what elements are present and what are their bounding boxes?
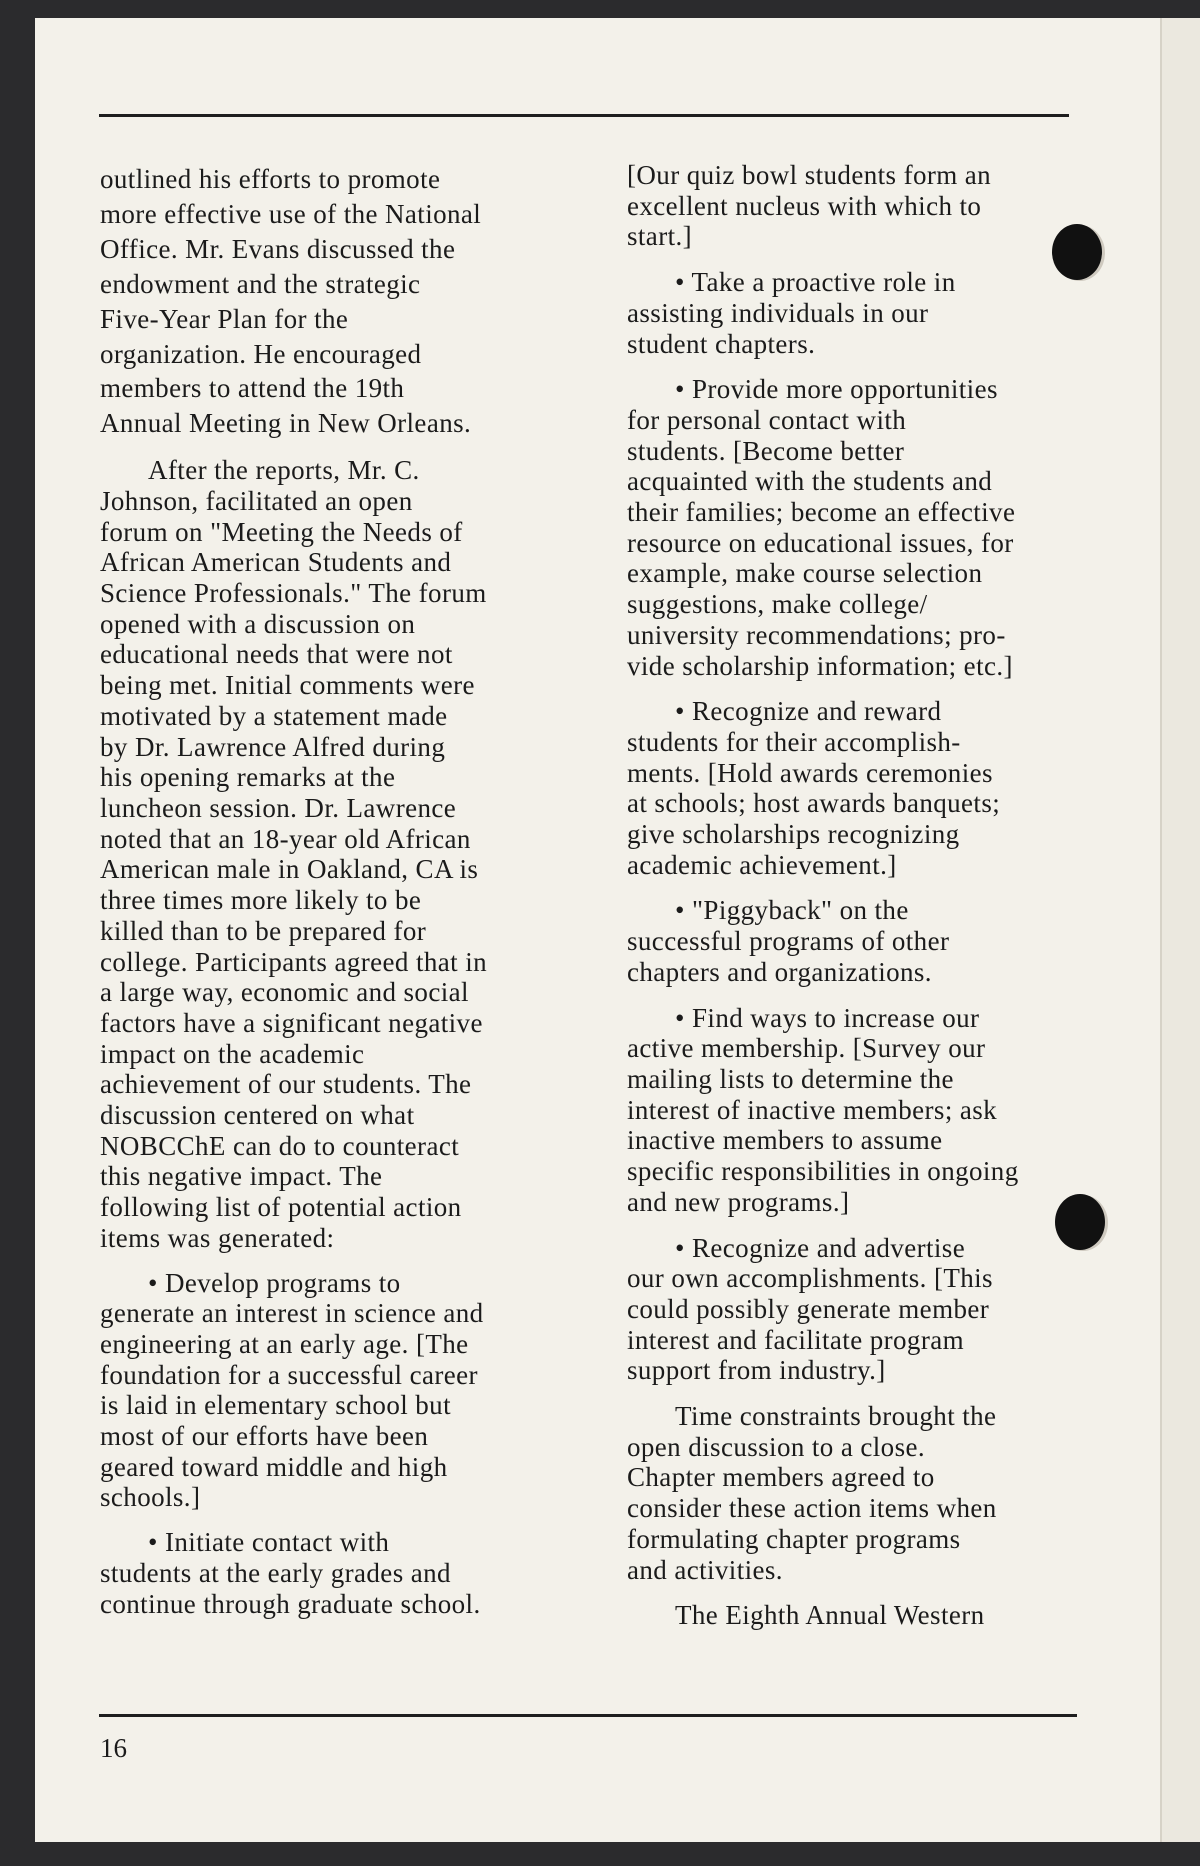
text-line: and new programs.] <box>627 1186 850 1217</box>
text-line: start.] <box>627 221 693 252</box>
text-line: • Take a proactive role in <box>675 267 956 298</box>
text-line: assisting individuals in our <box>627 297 929 328</box>
text-line: • Develop programs to <box>148 1267 401 1298</box>
paragraph <box>627 1600 1019 1631</box>
text-line: • Recognize and advertise <box>675 1232 966 1263</box>
text-line: excellent nucleus with which to <box>627 190 982 221</box>
text-line: give scholarships recognizing <box>627 819 960 850</box>
text-line: three times more likely to be <box>100 885 422 916</box>
text-line: consider these action items when <box>627 1493 997 1524</box>
text-line: factors have a significant negative <box>100 1007 483 1038</box>
text-line: American male in Oakland, CA is <box>100 854 479 885</box>
text-line: inactive members to assume <box>627 1125 943 1156</box>
text-line: opened with a discussion on <box>100 608 416 639</box>
text-line: Annual Meeting in New Orleans. <box>100 408 472 439</box>
text-line: foundation for a successful career <box>100 1359 478 1390</box>
text-line: noted that an 18-year old African <box>100 823 471 854</box>
text-line: outlined his efforts to promote <box>100 164 441 194</box>
text-line: support from industry.] <box>627 1355 886 1386</box>
paragraph <box>100 162 487 441</box>
binder-hole-bottom <box>1055 1194 1105 1250</box>
adjacent-page-edge <box>1160 18 1200 1842</box>
text-line: The Eighth Annual Western <box>675 1600 985 1631</box>
bullet-item <box>627 895 1019 987</box>
text-line: luncheon session. Dr. Lawrence <box>100 792 457 823</box>
text-line: organization. He encouraged <box>100 338 422 369</box>
bottom-rule <box>99 1714 1077 1717</box>
text-line: forum on "Meeting the Needs of <box>100 516 463 547</box>
text-line: is laid in elementary school but <box>100 1390 451 1421</box>
text-line: specific responsibilities in ongoing <box>627 1156 1019 1187</box>
text-line: following list of potential action <box>100 1192 462 1223</box>
text-line: • Recognize and reward <box>675 696 942 727</box>
text-line: impact on the academic <box>100 1038 365 1069</box>
text-line: resource on educational issues, for <box>627 527 1014 558</box>
text-line: killed than to be prepared for <box>100 915 427 946</box>
text-line: this negative impact. The <box>100 1161 383 1192</box>
text-line: Chapter members agreed to <box>627 1462 935 1493</box>
page-number: 16 <box>100 1733 127 1763</box>
text-line: college. Participants agreed that in <box>100 946 488 977</box>
text-line: • Provide more opportunities <box>675 374 998 405</box>
text-line: discussion centered on what <box>100 1100 415 1131</box>
text-line: interest of inactive members; ask <box>627 1094 998 1125</box>
text-line: mailing lists to determine the <box>627 1063 954 1094</box>
bullet-item <box>627 696 1019 880</box>
text-line: our own accomplishments. [This <box>627 1263 993 1294</box>
text-line: student chapters. <box>627 328 816 359</box>
text-line: and activities. <box>627 1554 783 1585</box>
text-line: educational needs that were not <box>100 639 453 670</box>
text-line: Office. Mr. Evans discussed the <box>100 233 456 264</box>
bullet-item <box>627 1003 1019 1218</box>
text-line: Science Professionals." The forum <box>100 578 487 609</box>
text-line: • Find ways to increase our <box>675 1002 980 1033</box>
text-line: university recommendations; pro- <box>627 619 1006 650</box>
text-line: students for their accomplish- <box>627 726 961 757</box>
text-line: NOBCChE can do to counteract <box>100 1130 460 1161</box>
text-line: motivated by a statement made <box>100 700 448 731</box>
text-line: endowment and the strategic <box>100 268 421 299</box>
text-line: engineering at an early age. [The <box>100 1328 469 1359</box>
text-line: ments. [Hold awards ceremonies <box>627 757 993 788</box>
text-line: geared toward middle and high <box>100 1451 448 1482</box>
text-line: generate an interest in science and <box>100 1298 484 1329</box>
text-line: could possibly generate member <box>627 1293 990 1324</box>
paragraph <box>627 1401 1019 1585</box>
text-line: interest and facilitate program <box>627 1324 965 1355</box>
paragraph <box>100 455 487 1253</box>
text-line: example, make course selection <box>627 558 983 589</box>
text-line: chapters and organizations. <box>627 956 932 987</box>
text-line: his opening remarks at the <box>100 762 396 793</box>
bullet-item <box>627 267 1019 359</box>
top-rule <box>99 114 1069 117</box>
text-line: Five-Year Plan for the <box>100 303 349 334</box>
binder-hole-top <box>1052 224 1102 280</box>
text-line: students at the early grades and <box>100 1557 451 1588</box>
text-line: members to attend the 19th <box>100 373 405 404</box>
text-line: students. [Become better <box>627 435 905 466</box>
text-line: schools.] <box>100 1482 201 1513</box>
text-line: continue through graduate school. <box>100 1588 481 1619</box>
text-line: After the reports, Mr. C. <box>148 455 420 486</box>
text-line: active membership. [Survey our <box>627 1033 986 1064</box>
text-line: being met. Initial comments were <box>100 670 475 701</box>
text-line: more effective use of the National <box>100 198 482 229</box>
left-column <box>100 162 487 1619</box>
text-line: African American Students and <box>100 547 452 578</box>
text-line: acquainted with the students and <box>627 466 993 497</box>
text-line: open discussion to a close. <box>627 1431 926 1462</box>
text-line: formulating chapter programs <box>627 1523 961 1554</box>
text-line: suggestions, make college/ <box>627 589 928 620</box>
text-line: most of our efforts have been <box>100 1421 429 1452</box>
bullet-item <box>627 1233 1019 1387</box>
text-line: • "Piggyback" on the <box>675 895 909 926</box>
bullet-item <box>100 1268 487 1514</box>
paragraph <box>627 160 1019 252</box>
text-line: Johnson, facilitated an open <box>100 485 413 516</box>
text-line: vide scholarship information; etc.] <box>627 650 1013 681</box>
right-column <box>627 160 1019 1631</box>
text-line: at schools; host awards banquets; <box>627 788 1001 819</box>
bullet-item <box>627 374 1019 681</box>
text-line: [Our quiz bowl students form an <box>627 160 992 190</box>
text-line: academic achievement.] <box>627 849 897 880</box>
text-line: successful programs of other <box>627 926 950 957</box>
text-line: achievement of our students. The <box>100 1069 472 1100</box>
text-line: Time constraints brought the <box>675 1401 997 1432</box>
text-line: • Initiate contact with <box>148 1527 390 1558</box>
text-line: their families; become an effective <box>627 497 1016 528</box>
text-line: a large way, economic and social <box>100 977 469 1008</box>
text-line: items was generated: <box>100 1222 335 1253</box>
text-line: by Dr. Lawrence Alfred during <box>100 731 446 762</box>
bullet-item <box>100 1527 487 1619</box>
text-line: for personal contact with <box>627 404 907 435</box>
